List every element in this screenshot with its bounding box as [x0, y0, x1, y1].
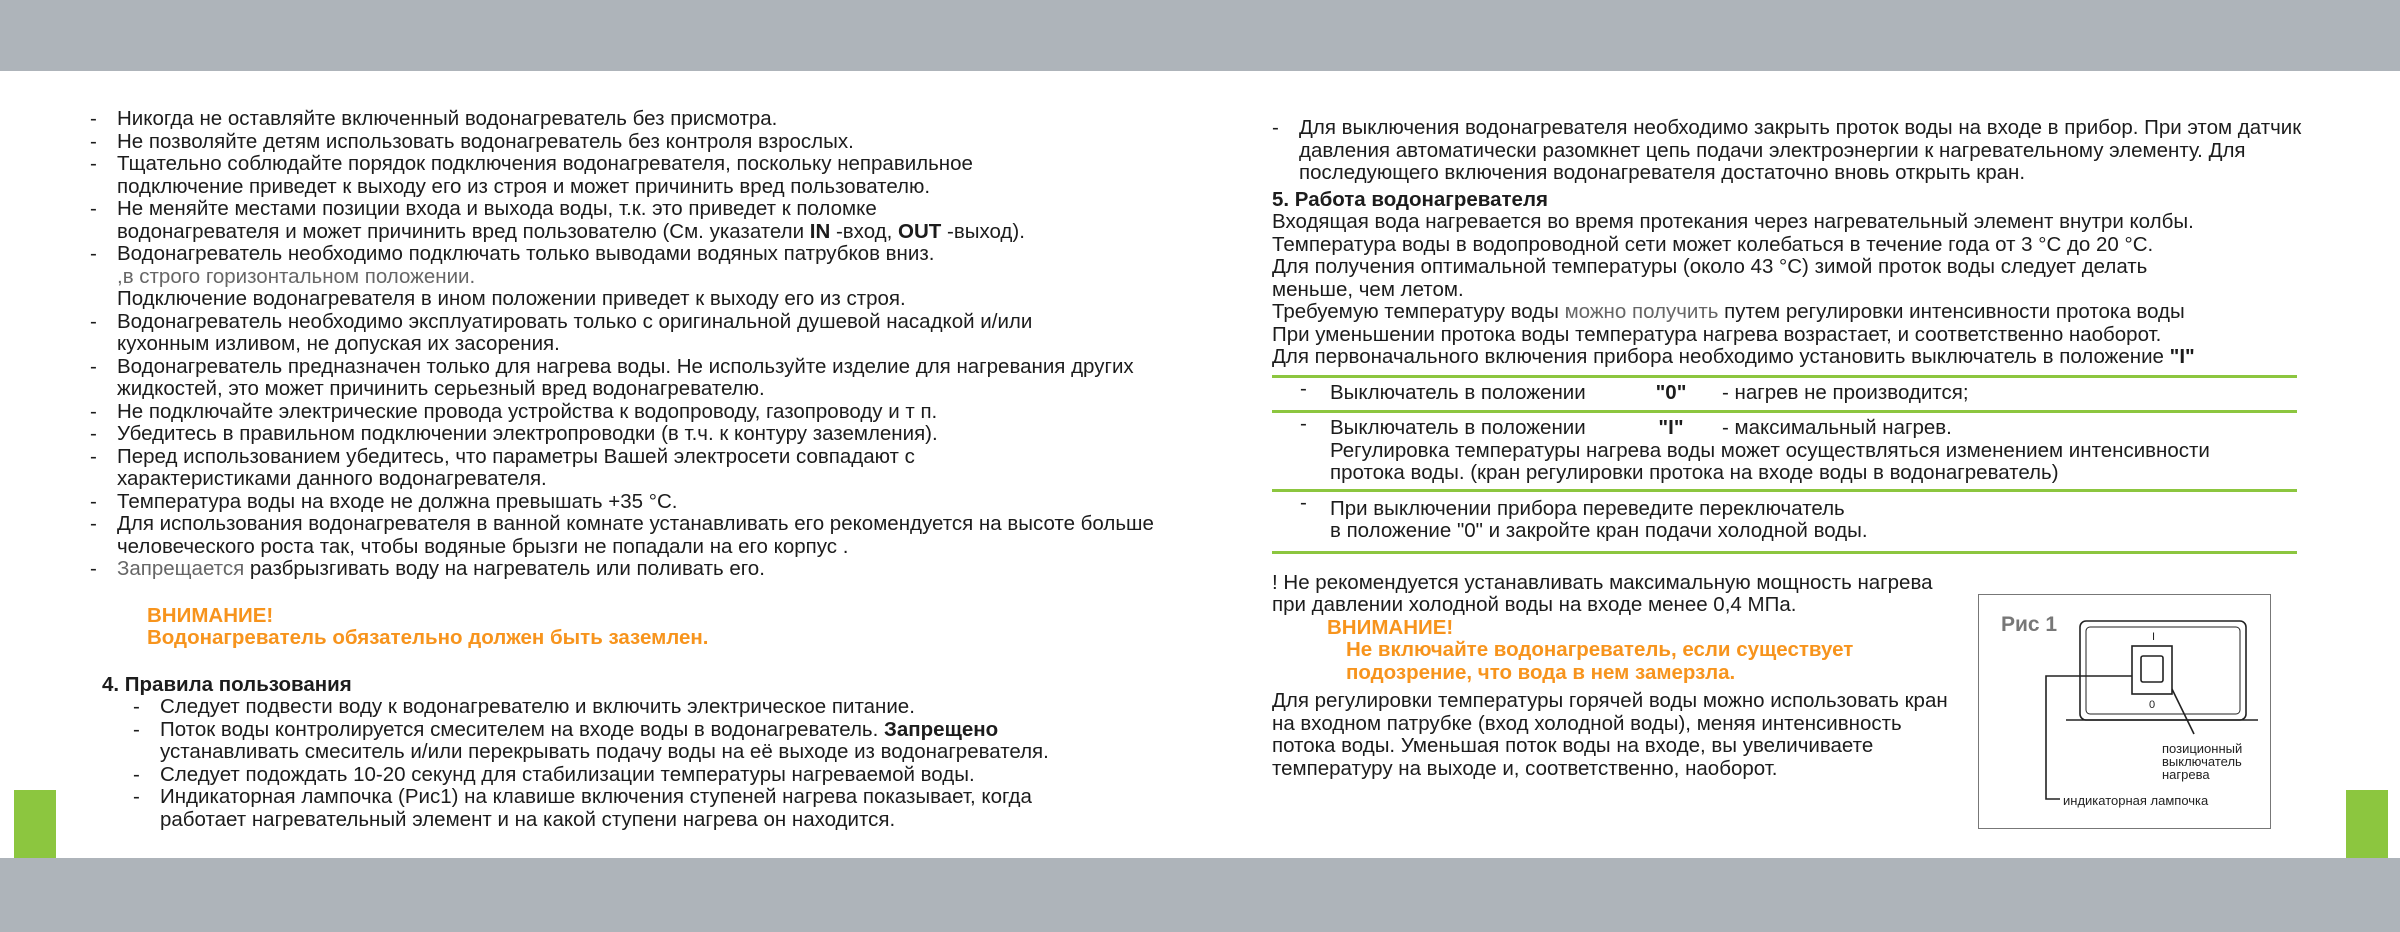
table-row: - При выключении прибора переведите переключатель в положение "0" и закройте кран подачи холодной воды.	[1300, 490, 1868, 542]
list-item: - Следует подвести воду к водонагревателю и включить электрическое питание.	[133, 695, 915, 718]
figure-label-lamp: индикаторная лампочка	[2063, 793, 2209, 808]
warning-title: ВНИМАНИЕ!	[147, 603, 274, 627]
ground-warning	[90, 605, 1190, 650]
in-label: IN	[809, 219, 831, 243]
list-item: - Не позволяйте детям использовать водонагреватель без контроля взрослых.	[90, 129, 854, 153]
outlet-continuation: Подключение водонагревателя в ином положении приведет к выходу его из строя.	[117, 287, 906, 310]
table-row: - Выключатель в положении "I" - максимальный нагрев. Регулировка температуры нагрева воды может осуществляться изменением интенсивности протока воды. (кран регулировки протока на входе воды в водонагреватель)	[1272, 413, 2297, 489]
paragraph: При уменьшении протока воды температура нагрева возрастает, и соответственно наоборот.	[1272, 322, 2162, 346]
paragraph: Для получения оптимальной температуры (около 43 °С) зимой проток воды следует делать меньше, чем летом.	[1272, 255, 2148, 301]
switch-frame	[2132, 646, 2172, 694]
left-page-tab	[14, 790, 56, 858]
list-item: - Запрещается разбрызгивать воду на нагреватель или поливать его.	[90, 557, 765, 580]
warning-title: ВНИМАНИЕ!	[1327, 615, 1454, 639]
paragraph: Требуемую температуру воды можно получить путем регулировки интенсивности протока воды	[1272, 300, 2185, 323]
list-item: - Никогда не оставляйте включенный водонагреватель без присмотра.	[90, 107, 778, 130]
list-item: - Не подключайте электрические провода устройства к водопроводу, газопроводу и т п.	[90, 399, 938, 423]
bottom-band	[0, 858, 2400, 932]
warning-line: Не включайте водонагреватель, если существует	[1346, 638, 1854, 661]
paragraph: Температура воды в водопроводной сети может колебаться в течение года от 3 °С до 20 °С.	[1272, 232, 2154, 256]
out-label: OUT	[898, 219, 942, 243]
regulate-paragraph: Для регулировки температуры горячей воды можно использовать кран на входном патрубке (вход холодной воды), меняя интенсивность потока воды. Уменьшая поток воды на входе, вы увеличиваете температуру на выходе и, соответственно, наоборот.	[1272, 689, 1948, 780]
paragraph: Для первоначального включения прибора необходимо установить выключатель в положение "I"	[1272, 345, 2195, 368]
switch-lamp	[2141, 656, 2163, 682]
section-heading-usage: 4. Правила пользования	[102, 672, 352, 696]
warning-line: подозрение, что вода в нем замерзла.	[1346, 660, 1736, 684]
list-item: - Индикаторная лампочка (Рис1) на клавише включения ступеней нагрева показывает, когда работает нагревательный элемент и на какой ступени нагрева он находится.	[133, 785, 1032, 831]
section-heading-operation: 5. Работа водонагревателя	[1272, 187, 1548, 211]
outlet-note: ,в строго горизонтальном положении.	[117, 264, 476, 288]
switch-mark-0: 0	[2149, 699, 2156, 711]
table-row-note: Регулировка температуры нагрева воды может осуществляться изменением интенсивности протока воды. (кран регулировки протока на входе воды в водонагреватель)	[1330, 438, 2210, 484]
switch-leader	[2172, 689, 2194, 734]
list-item: - Поток воды контролируется смесителем на входе воды в водонагреватель. Запрещено устанавливать смеситель и/или перекрывать подачу воды на её выходе из водонагревателя.	[133, 717, 1049, 763]
list-item: - Тщательно соблюдайте порядок подключения водонагревателя, поскольку неправильное подключение приведет к выходу его из строя и может причинить вред пользователю.	[90, 152, 973, 198]
table-row: - Выключатель в положении "0" - нагрев не производится;	[1300, 376, 1969, 404]
list-item: - Водонагреватель необходимо подключать только выводами водяных патрубков вниз.	[90, 242, 935, 265]
left-page	[90, 108, 1190, 831]
list-item: - Для использования водонагревателя в ванной комнате устанавливать его рекомендуется на высоте больше человеческого роста так, чтобы водяные брызги не попадали на его корпус .	[90, 512, 1154, 558]
list-item: - Водонагреватель предназначен только для нагрева воды. Не используйте изделие для нагревания других жидкостей, это может причинить серьезный вред водонагревателю.	[90, 354, 1134, 400]
switch-mark-i: I	[2152, 631, 2156, 643]
switch-table	[1272, 375, 2297, 554]
list-item-shutoff: - Для выключения водонагревателя необходимо закрыть проток воды на входе в прибор. При этом датчик давления автоматически разомкнет цепь подачи электроэнергии к нагревательному элементу. Для последующего включения водонагревателя достаточно вновь открыть кран.	[1272, 116, 2302, 184]
list-item: - Перед использованием убедитесь, что параметры Вашей электросети совпадают с характеристиками данного водонагревателя.	[90, 444, 915, 490]
paragraph: Входящая вода нагревается во время протекания через нагревательный элемент внутри колбы.	[1272, 210, 2194, 233]
list-item: - Убедитесь в правильном подключении электропроводки (в т.ч. к контуру заземления).	[90, 422, 938, 445]
list-item: - Температура воды на входе не должна превышать +35 °С.	[90, 489, 678, 513]
right-page-tab	[2346, 790, 2388, 858]
figure-label-switch: позиционный выключатель нагрева	[2162, 741, 2243, 782]
list-item: - Следует подождать 10-20 секунд для стабилизации температуры нагреваемой воды.	[133, 762, 975, 786]
lamp-leader	[2046, 676, 2132, 799]
table-divider	[1272, 551, 2297, 554]
list-item: - Водонагреватель необходимо эксплуатировать только с оригинальной душевой насадкой и/или кухонным изливом, не допуская их засорения.	[90, 309, 1033, 355]
figure-caption: Рис 1	[2001, 613, 2058, 636]
pressure-note: ! Не рекомендуется устанавливать максимальную мощность нагрева при давлении холодной воды на входе менее 0,4 МПа.	[1272, 570, 1933, 616]
top-band	[0, 0, 2400, 71]
warning-text: Водонагреватель обязательно должен быть заземлен.	[147, 626, 709, 649]
list-item-swap-warning: - Не меняйте местами позиции входа и выхода воды, т.к. это приведет к поломке водонагревателя и может причинить вред пользователю (См. указатели IN -вход, OUT -выход).	[90, 197, 1025, 243]
